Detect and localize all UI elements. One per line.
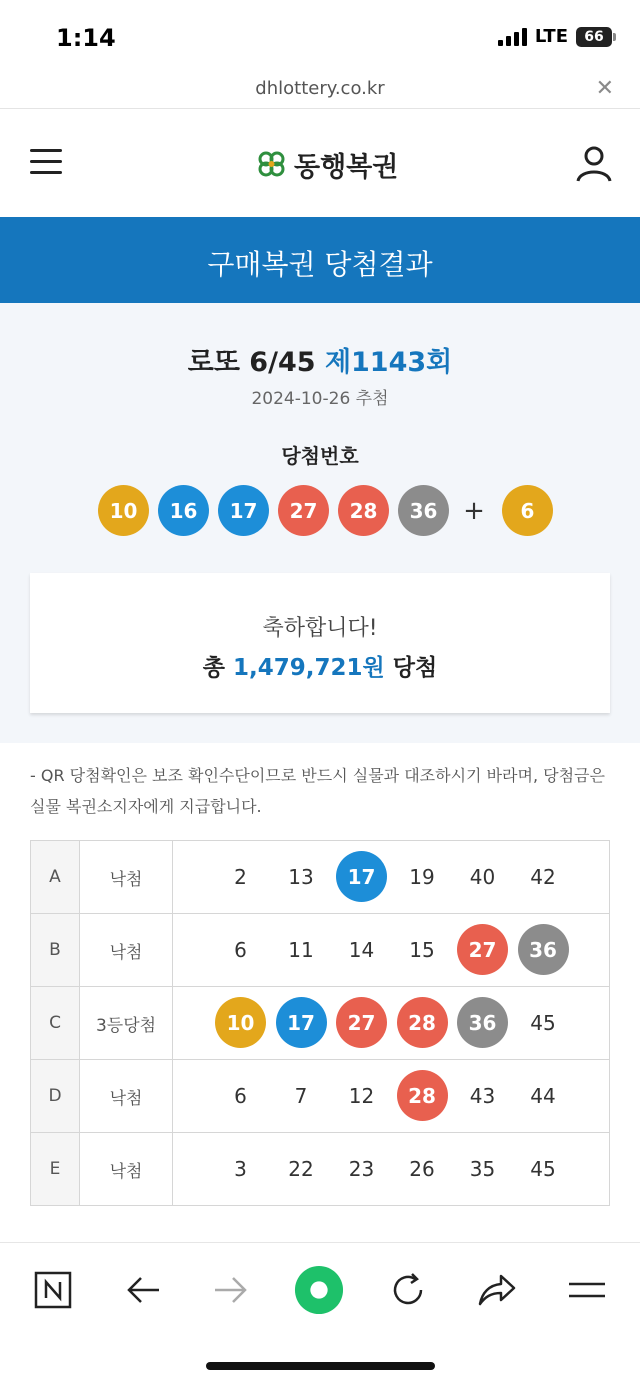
ticket-number: 43 (469, 1083, 496, 1108)
user-icon[interactable] (574, 143, 614, 183)
url-text[interactable]: dhlottery.co.kr (255, 78, 385, 99)
status-time: 1:14 (56, 24, 116, 52)
ticket-row (31, 841, 610, 914)
winning-ball: 36 (398, 485, 449, 536)
ticket-number: 17 (336, 851, 387, 902)
share-icon[interactable] (472, 1265, 522, 1315)
draw-title (0, 340, 640, 379)
bonus-ball: 6 (502, 485, 553, 536)
home-indicator (206, 1362, 435, 1370)
ticket-number: 2 (234, 864, 247, 889)
winning-ball: 16 (158, 485, 209, 536)
clover-logo-icon (256, 150, 288, 180)
close-icon[interactable]: ✕ (595, 76, 614, 101)
brand-name: 동행복권 (294, 152, 399, 183)
network-type: LTE (534, 26, 568, 47)
draw-date: 2024-10-26 추첨 (251, 389, 389, 409)
ticket-label: A (31, 841, 80, 914)
ticket-number: 35 (469, 1156, 496, 1181)
ticket-number: 23 (348, 1156, 375, 1181)
battery-icon (576, 27, 612, 47)
page-title-band (0, 217, 640, 303)
ticket-number: 17 (276, 997, 327, 1048)
winning-ball: 10 (98, 485, 149, 536)
naver-icon[interactable] (28, 1265, 78, 1315)
ticket-table (30, 840, 610, 1206)
prize-suffix: 당첨 (392, 655, 438, 681)
signal-icon (498, 28, 527, 46)
ticket-number: 3 (234, 1156, 247, 1181)
menu-icon[interactable] (30, 149, 62, 175)
ticket-result: 낙첨 (80, 1060, 173, 1133)
ticket-number: 36 (518, 924, 569, 975)
ticket-row (31, 1133, 610, 1206)
winning-numbers (98, 485, 562, 536)
winning-ball: 17 (218, 485, 269, 536)
ticket-number: 44 (530, 1083, 556, 1108)
refresh-icon[interactable] (383, 1265, 433, 1315)
back-icon[interactable] (118, 1265, 168, 1315)
ticket-number: 27 (457, 924, 508, 975)
forward-icon[interactable] (206, 1265, 256, 1315)
green-dot-icon[interactable] (294, 1265, 344, 1315)
ticket-number: 28 (397, 997, 448, 1048)
ticket-number: 45 (530, 1010, 556, 1035)
ticket-number: 14 (348, 937, 375, 962)
ticket-label: C (31, 987, 80, 1060)
prize-amount: 1,479,721원 (233, 655, 385, 681)
qr-notice: - QR 당첨확인은 보조 확인수단이므로 반드시 실물과 대조하시기 바라며, 당첨금은 실물 복권소지자에게 지급합니다. (30, 766, 605, 816)
winning-numbers-label: 당첨번호 (281, 444, 359, 468)
ticket-number: 19 (409, 864, 435, 889)
game-name: 로또 6/45 (187, 347, 316, 378)
ticket-row (31, 914, 610, 987)
ticket-result: 낙첨 (80, 914, 173, 987)
ticket-number: 6 (234, 1083, 247, 1108)
site-logo[interactable] (256, 145, 398, 184)
more-menu-icon[interactable] (562, 1265, 612, 1315)
ticket-number: 15 (409, 937, 435, 962)
status-indicators (498, 26, 612, 47)
ticket-number: 11 (288, 937, 314, 962)
winning-ball: 27 (278, 485, 329, 536)
ticket-row (31, 1060, 610, 1133)
ticket-result: 낙첨 (80, 1133, 173, 1206)
winning-ball: 28 (338, 485, 389, 536)
ticket-number: 27 (336, 997, 387, 1048)
ticket-label: B (31, 914, 80, 987)
ticket-number: 13 (288, 864, 314, 889)
draw-round: 제1143회 (324, 347, 453, 378)
prize-prefix: 총 (202, 655, 226, 681)
plus-icon: + (463, 495, 485, 526)
ticket-numbers (173, 987, 610, 1060)
ticket-numbers (173, 914, 610, 987)
ticket-result: 3등당첨 (80, 987, 173, 1060)
ticket-label: D (31, 1060, 80, 1133)
ticket-label: E (31, 1133, 80, 1206)
ticket-number: 7 (294, 1083, 308, 1108)
page-title: 구매복권 당첨결과 (207, 248, 433, 281)
ticket-number: 22 (288, 1156, 314, 1181)
site-header (0, 109, 640, 217)
prize-card (30, 573, 610, 713)
ticket-number: 12 (348, 1083, 375, 1108)
ticket-numbers (173, 1060, 610, 1133)
ticket-row (31, 987, 610, 1060)
ticket-number: 6 (234, 937, 247, 962)
ticket-number: 36 (457, 997, 508, 1048)
ticket-number: 40 (469, 864, 496, 889)
ticket-number: 10 (215, 997, 266, 1048)
battery-level: 66 (584, 28, 604, 45)
ticket-numbers (173, 841, 610, 914)
ticket-result: 낙첨 (80, 841, 173, 914)
ticket-number: 45 (530, 1156, 556, 1181)
prize-total (30, 649, 610, 682)
ticket-number: 42 (530, 864, 556, 889)
ticket-number: 28 (397, 1070, 448, 1121)
browser-url-bar (0, 72, 640, 109)
status-bar (0, 0, 640, 72)
ticket-number: 26 (409, 1156, 435, 1181)
congrats-text: 축하합니다! (262, 616, 378, 641)
ticket-numbers (173, 1133, 610, 1206)
